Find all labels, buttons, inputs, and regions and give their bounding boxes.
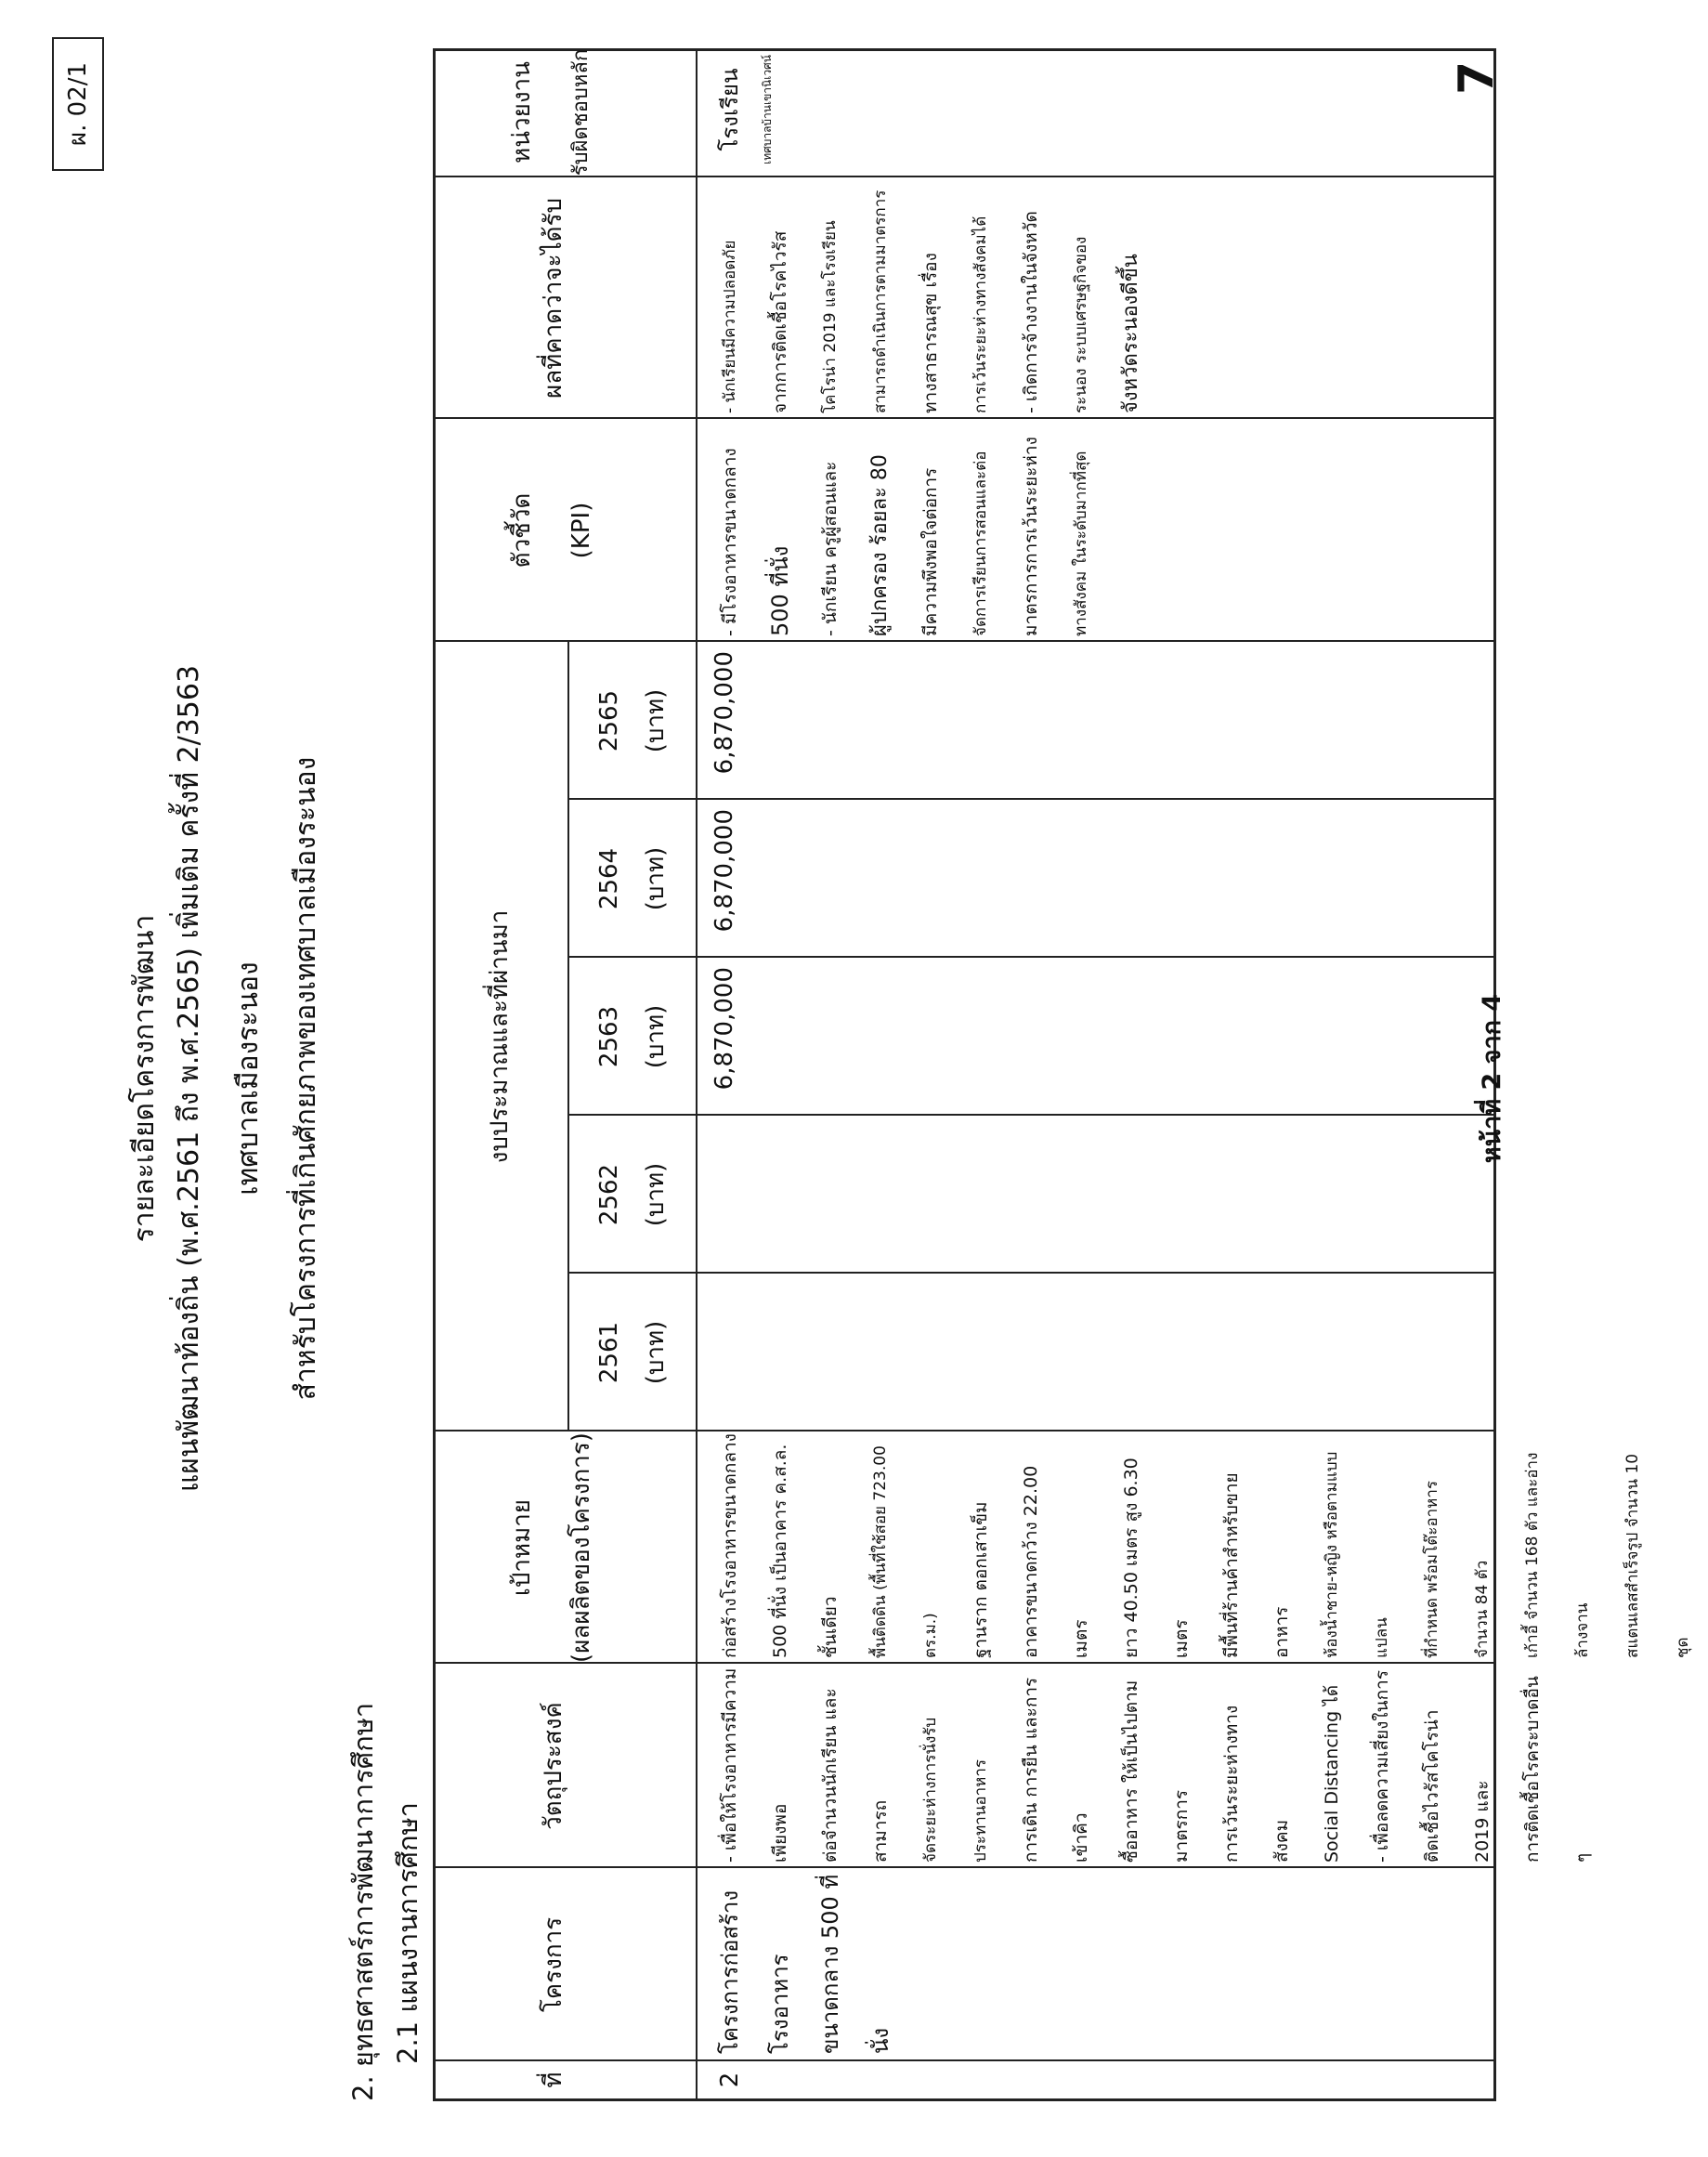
result-line: ทางสาธารณสุข เรื่อง (920, 253, 941, 413)
target-line: อาคารขนาดกว้าง 22.00 เมตร (1021, 1465, 1091, 1658)
kpi-line: ผู้ปกครอง ร้อยละ 80 (868, 454, 892, 636)
objective-line: - เพื่อให้โรงอาหารมีความเพียงพอ (720, 1667, 790, 1863)
header-year-2565: 2565 (595, 689, 623, 752)
result-line: การเว้นระยะห่างทางสังคมได้ (971, 216, 990, 413)
col-line (436, 1866, 1494, 1868)
kpi-line: ทางสังคม ในระดับมากที่สุด (1072, 451, 1090, 636)
objective-line: การเดิน การยืน และการเข้าคิว (1021, 1677, 1091, 1863)
header-unit-2563: (บาท) (642, 1004, 670, 1069)
result-line: สามารถดำเนินการตามมาตรการ (871, 190, 890, 413)
header-year-2561: 2561 (595, 1321, 623, 1384)
header-scope: สำหรับโครงการที่เกินศักยภาพของเทศบาลเมืองระนอง (290, 756, 322, 1401)
header-unit-2561: (บาท) (642, 1320, 670, 1385)
project-table (433, 48, 1692, 2101)
header-unit-2565: (บาท) (642, 688, 670, 753)
header-target-sub: (ผลผลิตของโครงการ) (567, 1432, 595, 1663)
header-result: ผลที่คาดว่าจะได้รับ (540, 198, 567, 399)
plan-heading: 2.1 แผนงานการศึกษา (392, 1802, 424, 2064)
result-line: จังหวัดระนองดีขึ้น (1119, 254, 1142, 413)
col-line (567, 956, 1494, 958)
target-line: ฐานราก ตอกเสาเข็ม (971, 1501, 991, 1658)
objective-line: - เพื่อลดความเสี่ยงในการ (1372, 1669, 1392, 1863)
objective-line: การติดเชื้อโรคระบาดอื่น ๆ (1522, 1676, 1593, 1863)
row-line (696, 48, 698, 2098)
target-line: ห้องน้ำชาย-หญิง หรือตามแบบแปลน (1323, 1451, 1391, 1658)
col-line (567, 1114, 1494, 1116)
result-line: จากการติดเชื้อโรคไวรัส (770, 230, 790, 413)
page-footer: หน้าที่ 2 จาก 4 (1478, 993, 1506, 1164)
project-line: ขนาดกลาง 500 ที่นั่ง (817, 1874, 893, 2054)
amount-2565: 6,870,000 (711, 651, 738, 775)
header-budget: งบประมาณและที่ผ่านมา (486, 909, 514, 1164)
project-cell (705, 1868, 906, 2054)
kpi-line: - มีโรงอาหารขนาดกลาง (720, 448, 740, 636)
result-line: โคโรน่า 2019 และโรงเรียน (821, 220, 840, 413)
header-title: รายละเอียดโครงการพัฒนา (128, 914, 161, 1243)
strategy-heading: 2. ยุทธศาสตร์การพัฒนาการศึกษา (347, 1702, 379, 2101)
result-line: ระนอง ระบบเศรษฐกิจของ (1072, 236, 1090, 413)
objective-line: จัดระยะห่างการนั่งรับประทานอาหาร (921, 1717, 990, 1863)
target-line: มีพื้นที่ร้านค้าสำหรับขายอาหาร (1221, 1472, 1292, 1658)
result-line: - เกิดการจ้างงานในจังหวัด (1021, 211, 1041, 413)
objective-line: ซื้ออาหาร ให้เป็นไปตามมาตรการ (1121, 1680, 1192, 1863)
objective-line: ติดเชื้อไวรัสโคโรน่า 2019 และ (1422, 1709, 1493, 1863)
target-line: เก้าอี้ จำนวน 168 ตัว และอ่างล้างจาน (1523, 1452, 1592, 1658)
header-unit-2564: (บาท) (642, 846, 670, 911)
header-unit-sub: รับผิดชอบหลัก (569, 48, 593, 176)
header-year-2563: 2563 (595, 1005, 623, 1068)
header-project: โครงการ (540, 1916, 567, 2013)
objective-line: ต่อจำนวนนักเรียน และสามารถ (820, 1688, 891, 1863)
kpi-line: จัดการเรียนการสอนและต่อ (971, 451, 990, 636)
target-line: ที่กำหนด พร้อมโต๊ะอาหาร จำนวน 84 ตัว (1423, 1480, 1492, 1658)
target-line: พื้นติดดิน (พื้นที่ใช้สอย 723.00 ตร.ม.) (871, 1445, 940, 1658)
header-kpi-sub: (KPI) (567, 502, 595, 559)
target-line: ยาว 40.50 เมตร สูง 6.30 เมตร (1121, 1458, 1192, 1658)
target-line: ก่อสร้างโรงอาหารขนาดกลาง (720, 1433, 740, 1658)
row-line (567, 642, 569, 1431)
header-no: ที่ (540, 2072, 567, 2088)
kpi-line: มีความพึงพอใจต่อการ (920, 467, 941, 636)
project-line: โครงการก่อสร้างโรงอาหาร (717, 1889, 793, 2054)
objective-line: Social Distancing ได้ (1322, 1684, 1342, 1863)
header-year-2562: 2562 (595, 1163, 623, 1226)
result-line: - นักเรียนมีความปลอดภัย (721, 240, 739, 413)
unit-cell (705, 47, 779, 172)
amount-2564: 6,870,000 (711, 809, 738, 933)
unit-line: โรงเรียน (717, 68, 743, 151)
header-unit-2562: (บาท) (642, 1162, 670, 1227)
col-line (436, 2059, 1494, 2061)
kpi-line: มาตรการการเว้นระยะห่าง (1021, 437, 1041, 636)
row-no: 2 (716, 2072, 744, 2088)
header-target: เป้าหมาย (508, 1498, 536, 1597)
target-line: 500 ที่นั่ง เป็นอาคาร ค.ส.ล. ชั้นเดียว (770, 1444, 841, 1658)
form-code: ผ. 02/1 (52, 37, 104, 171)
kpi-line: 500 ที่นั่ง (767, 545, 793, 636)
header-municipality: เทศบาลเมืองระนอง (232, 961, 265, 1196)
col-line (567, 798, 1494, 800)
header-plan: แผนพัฒนาท้องถิ่น (พ.ศ.2561 ถึง พ.ศ.2565) เพิ่มเติม ครั้งที่ 2/3563 (173, 664, 205, 1493)
header-kpi: ตัวชี้วัด (508, 492, 536, 569)
corner-page-mark: 7 (1449, 60, 1505, 95)
header-unit: หน่วยงาน (508, 61, 536, 163)
kpi-line: - นักเรียน ครูผู้สอนและ (820, 461, 841, 636)
header-year-2564: 2564 (595, 847, 623, 910)
target-cell (705, 1431, 1708, 1658)
amount-2563: 6,870,000 (711, 967, 738, 1091)
target-line: สแตนเลสสำเร็จรูป จำนวน 10 ชุด (1623, 1453, 1692, 1658)
unit-line: เทศบาลบ้านเขานิเวศน์ (761, 55, 774, 164)
kpi-cell (705, 419, 1106, 636)
header-objective: วัตถุประสงค์ (540, 1702, 567, 1830)
result-cell (705, 177, 1156, 413)
objective-line: การเว้นระยะห่างทางสังคม (1221, 1705, 1292, 1863)
col-line (567, 1272, 1494, 1274)
